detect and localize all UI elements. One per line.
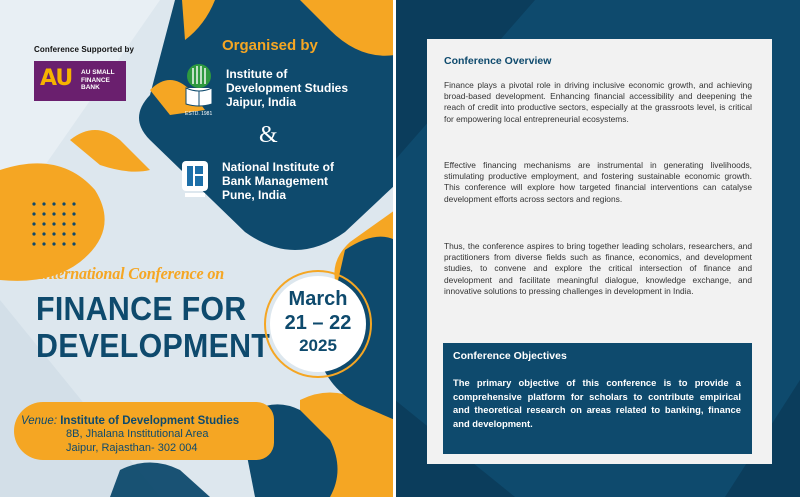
date-badge [270,276,366,372]
ids-name: Institute of Development Studies Jaipur, India [226,67,349,109]
ids-estd-label: ESTD. 1981 [185,111,213,117]
venue-address-1: 8B, Jhalana Institutional Area [66,428,209,440]
overview-heading: Conference Overview [444,55,552,67]
venue-line [21,415,239,427]
ampersand: & [259,122,278,148]
ids-logo-icon [180,62,218,118]
conference-title: FINANCE FOR DEVELOPMENT [36,290,271,364]
date-year: 2025 [299,336,337,355]
objectives-text: The primary objective of this conference is to provide a comprehensive platform for scholars to contribute empirical and theoretical research on areas related to banking, finance and development. [453,377,741,429]
au-logo-name: AU SMALL FINANCE BANK [81,69,115,91]
date-days: 21 – 22 [284,312,352,334]
date-month: March [288,288,348,310]
organised-by-label: Organised by [222,37,318,54]
overview-paragraph-2: Effective financing mechanisms are instrumental in generating livelihoods, stimulating productive employment, and fostering sustainable economic growth. This conference will explore how targeted financial interventions can catalyse development efforts across sectors and regions. [444,160,752,204]
au-bank-logo-icon [34,61,126,101]
venue-label: Venue: [21,415,58,427]
venue-name: Institute of Development Studies [60,415,240,427]
overview-paragraph-3: Thus, the conference aspires to bring together leading scholars, researchers, and practitioners from diverse fields such as finance, economics, and development studies, to convene and explore the critical intersection of finance and development and facilitate meaningful dialogue, knowledge exchange, and innovative solutions to pressing challenges in development in India. [444,241,752,296]
au-logo-mark: AU [40,66,73,91]
nibm-name: National Institute of Bank Management Pune, India [222,160,334,202]
objectives-heading: Conference Objectives [453,350,567,362]
overview-paragraph-1: Finance plays a pivotal role in driving inclusive economic growth, and achieving broad-based development. Enhancing financial accessibility and deepening the reach of credit into productive sectors, especially at the grassroots level, is critical for empowering local entrepreneurial ecosystems. [444,80,752,124]
nibm-logo-icon [181,160,209,200]
dot-pattern-icon [30,200,90,260]
supported-by-label: Conference Supported by [34,45,135,54]
panel-divider [393,0,396,497]
venue-address-2: Jaipur, Rajasthan- 302 004 [66,442,198,454]
conference-subtitle: International Conference on [38,264,225,283]
